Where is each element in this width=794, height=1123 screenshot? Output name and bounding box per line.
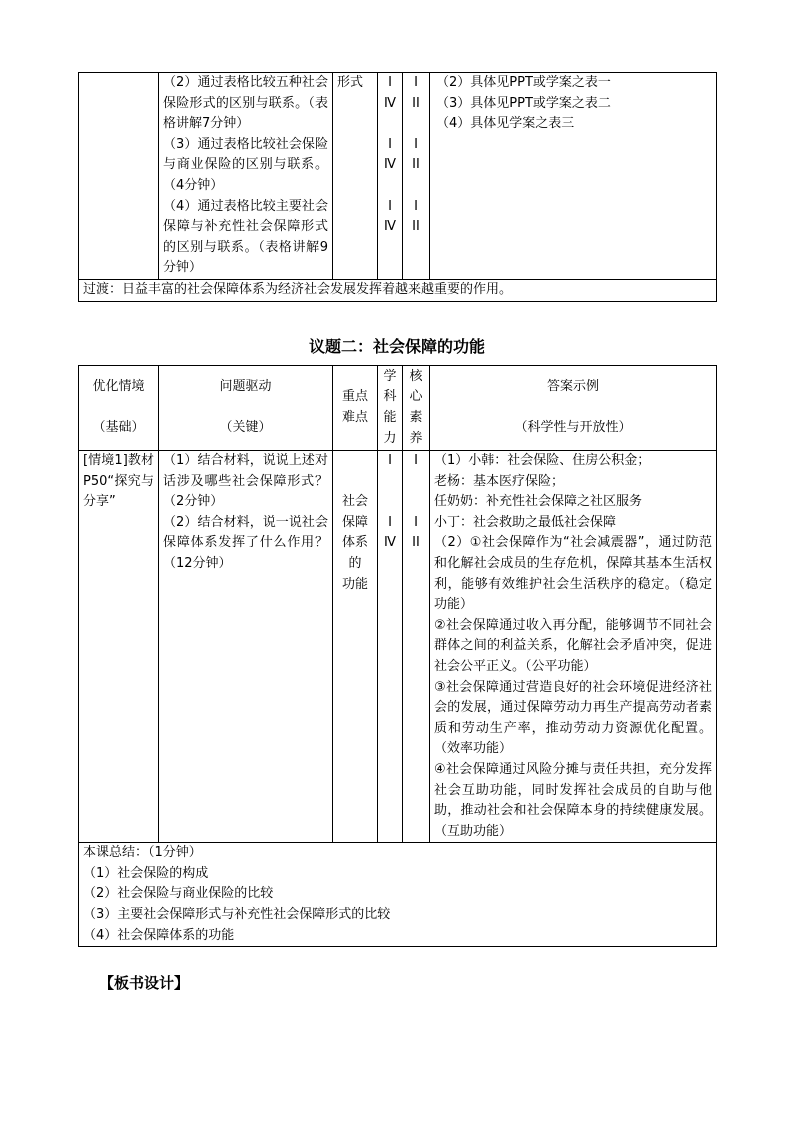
keypoint-cell: 社会 保障 体系 的 功能	[333, 451, 378, 843]
problem-cell: （2）通过表格比较五种社会保险形式的区别与联系。（表格讲解7分钟） （3）通过表格比较社会保险与商业保险的区别与联系。（4分钟） （4）通过表格比较主要社会保障与补充性社会保障形式的区别与联系。（表格讲解9分钟）	[159, 73, 333, 280]
header-literacy: 核 心 素 养	[403, 366, 430, 451]
table-row	[79, 451, 717, 843]
table-row	[79, 843, 717, 947]
ability-cell: I Ⅳ I Ⅳ I Ⅳ	[378, 73, 403, 280]
header-answer: 答案示例 （科学性与开放性）	[430, 366, 717, 451]
table-row	[79, 279, 717, 301]
lesson-table-topic-two	[78, 365, 717, 947]
keypoint-cell: 形式	[333, 73, 378, 280]
lesson-table-topic-one	[78, 72, 717, 302]
literacy-cell: I I II	[403, 451, 430, 843]
table-header-row	[79, 366, 717, 451]
section-title: 议题二：社会保障的功能	[308, 337, 485, 356]
header-question: 问题驱动 （关键）	[159, 366, 333, 451]
lesson-summary: 本课总结：（1分钟） （1）社会保险的构成 （2）社会保险与商业保险的比较 （3）主要社会保障形式与补充性社会保障形式的比较 （4）社会保障体系的功能	[79, 843, 717, 947]
header-keypoint: 重点 难点	[333, 366, 378, 451]
header-situation: 优化情境 （基础）	[79, 366, 159, 451]
transition-text: 过渡：日益丰富的社会保障体系为经济社会发展发挥着越来越重要的作用。	[79, 279, 717, 301]
table-row	[79, 73, 717, 280]
board-design-heading: 【板书设计】	[99, 974, 190, 992]
question-cell: （1）结合材料，说说上述对话涉及哪些社会保障形式？（2分钟） （2）结合材料，说一说社会保障体系发挥了什么作用？（12分钟）	[159, 451, 333, 843]
table-cell	[79, 73, 159, 280]
answer-cell: （2）具体见PPT或学案之表一 （3）具体见PPT或学案之表二 （4）具体见学案之表三	[430, 73, 717, 280]
ability-cell: I I Ⅳ	[378, 451, 403, 843]
header-ability: 学 科 能 力	[378, 366, 403, 451]
answer-cell: （1）小韩：社会保险、住房公积金； 老杨：基本医疗保险； 任奶奶：补充性社会保障之社区服务 小丁：社会救助之最低社会保障 （2）①社会保障作为“社会减震器”，通过防范和化解社会成员的生存危机，保障其基本生活权利，能够有效维护社会生活秩序的稳定。（稳定功能） ②社会保障通过收入再分配，能够调节不同社会群体之间的利益关系，化解社会矛盾冲突，促进社会公平正义。（公平功能） ③社会保障通过营造良好的社会环境促进经济社会的发展，通过保障劳动力再生产提高劳动者素质和劳动生产率，推动劳动力资源优化配置。（效率功能） ④社会保障通过风险分摊与责任共担，充分发挥社会互助功能，同时发挥社会成员的自助与他助，推动社会和社会保障本身的持续健康发展。（互助功能）	[430, 451, 717, 843]
situation-cell: [情境1]教材P50“探究与分享”	[79, 451, 159, 843]
literacy-cell: I II I II I II	[403, 73, 430, 280]
